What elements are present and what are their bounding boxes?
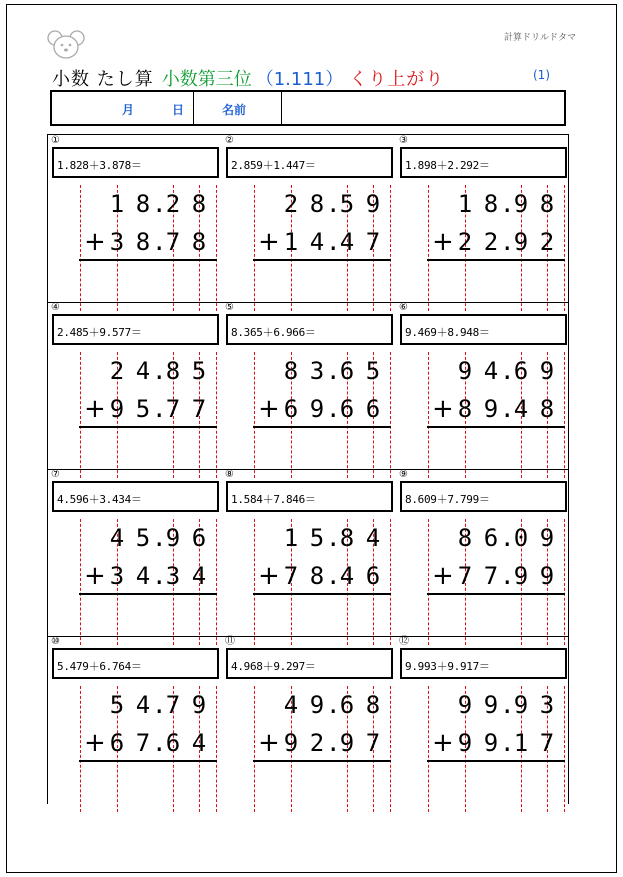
addend-bottom-digit: 1 xyxy=(283,228,299,256)
column-guide-line xyxy=(216,185,217,311)
answer-line xyxy=(427,426,565,428)
plus-sign: + xyxy=(84,728,106,758)
addend-top-digit: 8 xyxy=(309,190,325,218)
name-field[interactable] xyxy=(282,92,564,124)
addend-bottom-digit: 8 xyxy=(309,562,325,590)
addend-top-digit: 8 xyxy=(191,190,207,218)
addend-bottom-digit: 9 xyxy=(513,562,529,590)
answer-line xyxy=(253,426,391,428)
column-guide-line xyxy=(80,519,81,645)
addend-top-digit: 5 xyxy=(191,357,207,385)
equation-box: 9.469＋8.948＝ xyxy=(400,314,567,345)
plus-sign: + xyxy=(432,728,454,758)
addend-bottom-digit: 5 xyxy=(135,395,151,423)
column-guide-line xyxy=(254,686,255,812)
addend-bottom-digit: 6 xyxy=(109,729,125,757)
column-guide-line xyxy=(216,519,217,645)
plus-sign: + xyxy=(258,227,280,257)
addend-top-digit: 9 xyxy=(457,357,473,385)
equation-box: 1.584＋7.846＝ xyxy=(226,481,393,512)
addend-top-digit: 9 xyxy=(539,524,555,552)
addend-bottom-digit: 9 xyxy=(283,729,299,757)
column-guide-line xyxy=(428,185,429,311)
addend-bottom-digit: 6 xyxy=(165,729,181,757)
addend-top-digit: 5 xyxy=(135,524,151,552)
addend-bottom-digit: 3 xyxy=(109,562,125,590)
addend-top-digit: 4 xyxy=(135,691,151,719)
addend-top-digit: 9 xyxy=(539,357,555,385)
column-guide-line xyxy=(428,519,429,645)
addend-top-digit: 7 xyxy=(165,691,181,719)
addend-top-digit: 4 xyxy=(135,357,151,385)
column-guide-line xyxy=(80,185,81,311)
equation-box: 2.859＋1.447＝ xyxy=(226,147,393,178)
addend-top-digit: 9 xyxy=(483,691,499,719)
equation-box: 4.968＋9.297＝ xyxy=(226,648,393,679)
problem-number: ⑥ xyxy=(399,302,408,313)
problem-number: ⑫ xyxy=(399,636,409,647)
addend-bottom-digit: 9 xyxy=(513,228,529,256)
answer-line xyxy=(253,760,391,762)
addend-top-digit: 1 xyxy=(457,190,473,218)
column-guide-line xyxy=(80,352,81,478)
addend-bottom-digit: 9 xyxy=(109,395,125,423)
equation-box: 2.485＋9.577＝ xyxy=(52,314,219,345)
column-guide-line xyxy=(254,352,255,478)
addend-bottom-digit: 2 xyxy=(309,729,325,757)
equation-box: 1.898＋2.292＝ xyxy=(400,147,567,178)
answer-line xyxy=(253,593,391,595)
problem-cell xyxy=(48,302,221,468)
problem-number: ② xyxy=(225,135,234,146)
column-guide-line xyxy=(390,686,391,812)
decimal-point: . xyxy=(326,691,341,719)
addend-bottom-digit: 4 xyxy=(339,228,355,256)
addend-top-digit: 6 xyxy=(513,357,529,385)
addend-bottom-digit: 7 xyxy=(135,729,151,757)
addend-bottom-digit: 4 xyxy=(191,562,207,590)
plus-sign: + xyxy=(84,227,106,257)
addend-top-digit: 6 xyxy=(191,524,207,552)
date-field[interactable] xyxy=(52,92,194,124)
decimal-point: . xyxy=(326,562,341,590)
column-guide-line xyxy=(564,686,565,812)
plus-sign: + xyxy=(258,561,280,591)
addend-top-digit: 4 xyxy=(365,524,381,552)
problem-number: ⑦ xyxy=(51,469,60,480)
addend-bottom-digit: 9 xyxy=(539,562,555,590)
answer-line xyxy=(427,760,565,762)
addend-top-digit: 8 xyxy=(483,190,499,218)
decimal-point: . xyxy=(500,691,515,719)
addend-bottom-digit: 7 xyxy=(191,395,207,423)
plus-sign: + xyxy=(432,394,454,424)
addend-bottom-digit: 7 xyxy=(365,228,381,256)
problem-cell xyxy=(48,636,221,802)
decimal-point: . xyxy=(500,395,515,423)
problem-number: ④ xyxy=(51,302,60,313)
problem-number: ⑩ xyxy=(51,636,60,647)
answer-line xyxy=(79,760,217,762)
decimal-point: . xyxy=(500,228,515,256)
title-blue: （1.111） xyxy=(255,69,344,90)
addend-top-digit: 8 xyxy=(365,691,381,719)
column-guide-line xyxy=(390,519,391,645)
addend-top-digit: 0 xyxy=(513,524,529,552)
addend-top-digit: 8 xyxy=(135,190,151,218)
addend-bottom-digit: 6 xyxy=(365,395,381,423)
addend-top-digit: 9 xyxy=(309,691,325,719)
column-guide-line xyxy=(216,686,217,812)
decimal-point: . xyxy=(326,357,341,385)
addend-top-digit: 6 xyxy=(483,524,499,552)
decimal-point: . xyxy=(152,524,167,552)
addend-top-digit: 6 xyxy=(339,357,355,385)
addend-top-digit: 3 xyxy=(539,691,555,719)
plus-sign: + xyxy=(258,394,280,424)
addend-bottom-digit: 4 xyxy=(191,729,207,757)
addend-bottom-digit: 9 xyxy=(339,729,355,757)
addend-top-digit: 9 xyxy=(513,691,529,719)
addend-top-digit: 4 xyxy=(483,357,499,385)
addend-top-digit: 5 xyxy=(339,190,355,218)
problem-cell xyxy=(222,469,395,635)
decimal-point: . xyxy=(152,228,167,256)
decimal-point: . xyxy=(500,562,515,590)
answer-line xyxy=(79,426,217,428)
addend-top-digit: 9 xyxy=(457,691,473,719)
equation-box: 9.993＋9.917＝ xyxy=(400,648,567,679)
column-guide-line xyxy=(80,686,81,812)
addend-bottom-digit: 2 xyxy=(483,228,499,256)
addend-bottom-digit: 4 xyxy=(513,395,529,423)
answer-line xyxy=(427,593,565,595)
addend-top-digit: 8 xyxy=(339,524,355,552)
problem-cell xyxy=(222,302,395,468)
problem-number: ⑧ xyxy=(225,469,234,480)
decimal-point: . xyxy=(500,729,515,757)
title-green: 小数第三位 xyxy=(161,69,252,90)
title-main: 小数 たし算 xyxy=(52,69,154,90)
addend-bottom-digit: 1 xyxy=(513,729,529,757)
decimal-point: . xyxy=(152,562,167,590)
problem-cell xyxy=(396,636,569,802)
addend-top-digit: 1 xyxy=(109,190,125,218)
equation-box: 1.828＋3.878＝ xyxy=(52,147,219,178)
addend-top-digit: 8 xyxy=(539,190,555,218)
addend-top-digit: 3 xyxy=(309,357,325,385)
addend-top-digit: 4 xyxy=(283,691,299,719)
addend-bottom-digit: 7 xyxy=(539,729,555,757)
decimal-point: . xyxy=(326,524,341,552)
column-guide-line xyxy=(428,352,429,478)
problem-number: ⑨ xyxy=(399,469,408,480)
addend-bottom-digit: 7 xyxy=(283,562,299,590)
equation-box: 4.596＋3.434＝ xyxy=(52,481,219,512)
addend-top-digit: 9 xyxy=(165,524,181,552)
equation-box: 8.609＋7.799＝ xyxy=(400,481,567,512)
day-label: 日 xyxy=(172,103,185,117)
addend-bottom-digit: 2 xyxy=(539,228,555,256)
addend-bottom-digit: 9 xyxy=(457,729,473,757)
addend-bottom-digit: 7 xyxy=(365,729,381,757)
addend-bottom-digit: 4 xyxy=(339,562,355,590)
addend-bottom-digit: 7 xyxy=(457,562,473,590)
problem-cell xyxy=(396,469,569,635)
plus-sign: + xyxy=(432,561,454,591)
addend-bottom-digit: 6 xyxy=(339,395,355,423)
addend-bottom-digit: 7 xyxy=(483,562,499,590)
answer-line xyxy=(79,259,217,261)
addend-top-digit: 8 xyxy=(283,357,299,385)
problem-number: ① xyxy=(51,135,60,146)
addend-bottom-digit: 9 xyxy=(483,729,499,757)
decimal-point: . xyxy=(326,395,341,423)
name-label: 名前 xyxy=(194,92,282,124)
addend-top-digit: 5 xyxy=(309,524,325,552)
equation-box: 8.365＋6.966＝ xyxy=(226,314,393,345)
decimal-point: . xyxy=(500,357,515,385)
addend-top-digit: 4 xyxy=(109,524,125,552)
addend-bottom-digit: 8 xyxy=(135,228,151,256)
addend-top-digit: 9 xyxy=(191,691,207,719)
month-label: 月 xyxy=(122,103,135,117)
addend-top-digit: 1 xyxy=(283,524,299,552)
decimal-point: . xyxy=(152,729,167,757)
problem-cell xyxy=(396,135,569,301)
answer-line xyxy=(253,259,391,261)
column-guide-line xyxy=(564,519,565,645)
addend-top-digit: 8 xyxy=(457,524,473,552)
decimal-point: . xyxy=(500,190,515,218)
column-guide-line xyxy=(254,519,255,645)
problem-cell xyxy=(222,135,395,301)
decimal-point: . xyxy=(152,357,167,385)
column-guide-line xyxy=(428,686,429,812)
problem-cell xyxy=(48,469,221,635)
addend-top-digit: 5 xyxy=(365,357,381,385)
addend-top-digit: 2 xyxy=(109,357,125,385)
problem-cell xyxy=(222,636,395,802)
problem-number: ⑤ xyxy=(225,302,234,313)
addend-top-digit: 2 xyxy=(165,190,181,218)
addend-top-digit: 9 xyxy=(365,190,381,218)
answer-line xyxy=(79,593,217,595)
decimal-point: . xyxy=(152,691,167,719)
plus-sign: + xyxy=(84,394,106,424)
page-title xyxy=(52,65,566,89)
decimal-point: . xyxy=(152,395,167,423)
column-guide-line xyxy=(390,352,391,478)
addend-bottom-digit: 4 xyxy=(135,562,151,590)
addend-bottom-digit: 8 xyxy=(191,228,207,256)
name-date-row xyxy=(50,90,566,126)
addend-bottom-digit: 6 xyxy=(283,395,299,423)
addend-bottom-digit: 7 xyxy=(165,228,181,256)
equation-box: 5.479＋6.764＝ xyxy=(52,648,219,679)
addend-top-digit: 2 xyxy=(283,190,299,218)
answer-line xyxy=(427,259,565,261)
decimal-point: . xyxy=(326,729,341,757)
addend-bottom-digit: 4 xyxy=(309,228,325,256)
column-guide-line xyxy=(564,352,565,478)
plus-sign: + xyxy=(84,561,106,591)
problem-number: ⑪ xyxy=(225,636,235,647)
problem-number: ③ xyxy=(399,135,408,146)
addend-bottom-digit: 9 xyxy=(309,395,325,423)
addend-top-digit: 9 xyxy=(513,190,529,218)
mouse-face-icon xyxy=(47,30,85,60)
addend-top-digit: 8 xyxy=(165,357,181,385)
addend-top-digit: 5 xyxy=(109,691,125,719)
decimal-point: . xyxy=(152,190,167,218)
addend-bottom-digit: 8 xyxy=(457,395,473,423)
addend-bottom-digit: 3 xyxy=(165,562,181,590)
column-guide-line xyxy=(564,185,565,311)
sheet-number: (1) xyxy=(533,68,550,82)
decimal-point: . xyxy=(500,524,515,552)
addend-bottom-digit: 8 xyxy=(539,395,555,423)
addend-bottom-digit: 6 xyxy=(365,562,381,590)
problem-cell xyxy=(48,135,221,301)
decimal-point: . xyxy=(326,228,341,256)
plus-sign: + xyxy=(432,227,454,257)
title-red: くり上がり xyxy=(349,69,445,90)
brand-label: 計算ドリルドタマ xyxy=(503,33,576,43)
addend-top-digit: 6 xyxy=(339,691,355,719)
decimal-point: . xyxy=(326,190,341,218)
addend-bottom-digit: 2 xyxy=(457,228,473,256)
problem-cell xyxy=(396,302,569,468)
addend-bottom-digit: 7 xyxy=(165,395,181,423)
problem-grid xyxy=(47,134,569,804)
addend-bottom-digit: 3 xyxy=(109,228,125,256)
plus-sign: + xyxy=(258,728,280,758)
column-guide-line xyxy=(254,185,255,311)
column-guide-line xyxy=(390,185,391,311)
column-guide-line xyxy=(216,352,217,478)
addend-bottom-digit: 9 xyxy=(483,395,499,423)
